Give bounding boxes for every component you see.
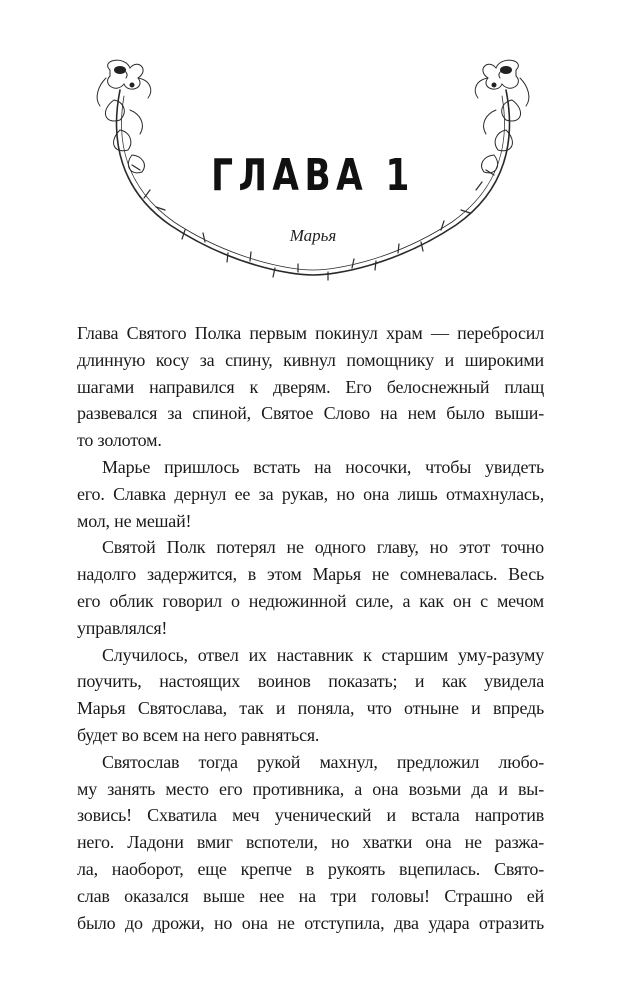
chapter-body — [77, 320, 544, 936]
text-line: управлялся! — [77, 617, 168, 638]
chapter-title: ГЛАВА 1 — [211, 150, 415, 201]
text-line: шагами направился к дверям. Его белоснежный плащ — [77, 376, 544, 397]
text-line: мол, не мешай! — [77, 510, 192, 531]
text-line: будет во всем на него равняться. — [77, 724, 320, 745]
text-line: было до дрожи, но она не отступила, два удара отразить — [77, 912, 544, 933]
text-line: поучить, настоящих воинов показать; и как увидела — [77, 671, 544, 692]
text-line: Глава Святого Полка первым покинул храм — перебросил — [77, 323, 544, 343]
text-line: зовись! Схватила меч ученический и встала напротив — [77, 805, 544, 826]
text-line: его облик говорил о недюжинной силе, а как он с мечом — [77, 590, 544, 611]
text-line: му занять место его противника, а она возьми да и вы- — [77, 778, 544, 799]
text-line: развевался за спиной, Святое Слово на нем было выши- — [77, 403, 544, 424]
text-line: его. Славка дернул ее за рукав, но она лишь отмахнулась, — [77, 483, 544, 504]
text-line: Марье пришлось встать на носочки, чтобы увидеть — [102, 456, 544, 477]
text-line: слав оказался выше нее на три головы! Страшно ей — [77, 885, 544, 906]
text-line: Случилось, отвел их наставник к старшим уму-разуму — [102, 644, 544, 665]
text-line: то золотом. — [77, 430, 162, 451]
text-line: длинную косу за спину, кивнул помощнику и широкими — [77, 349, 544, 370]
text-line: ла, наоборот, еще крепче в рукоять вцепилась. Свято- — [77, 858, 544, 879]
text-line: Святой Полк потерял не одного главу, но этот точно — [102, 537, 544, 558]
text-line: Марья Святослава, так и поняла, что отныне и впредь — [77, 698, 544, 719]
text-line: него. Ладони вмиг вспотели, но хватки она не разжа- — [77, 832, 544, 853]
text-line: Святослав тогда рукой махнул, предложил любо- — [102, 751, 544, 772]
text-line: надолго задержится, в этом Марья не сомневалась. Весь — [77, 564, 544, 585]
chapter-subtitle: Марья — [289, 226, 337, 245]
